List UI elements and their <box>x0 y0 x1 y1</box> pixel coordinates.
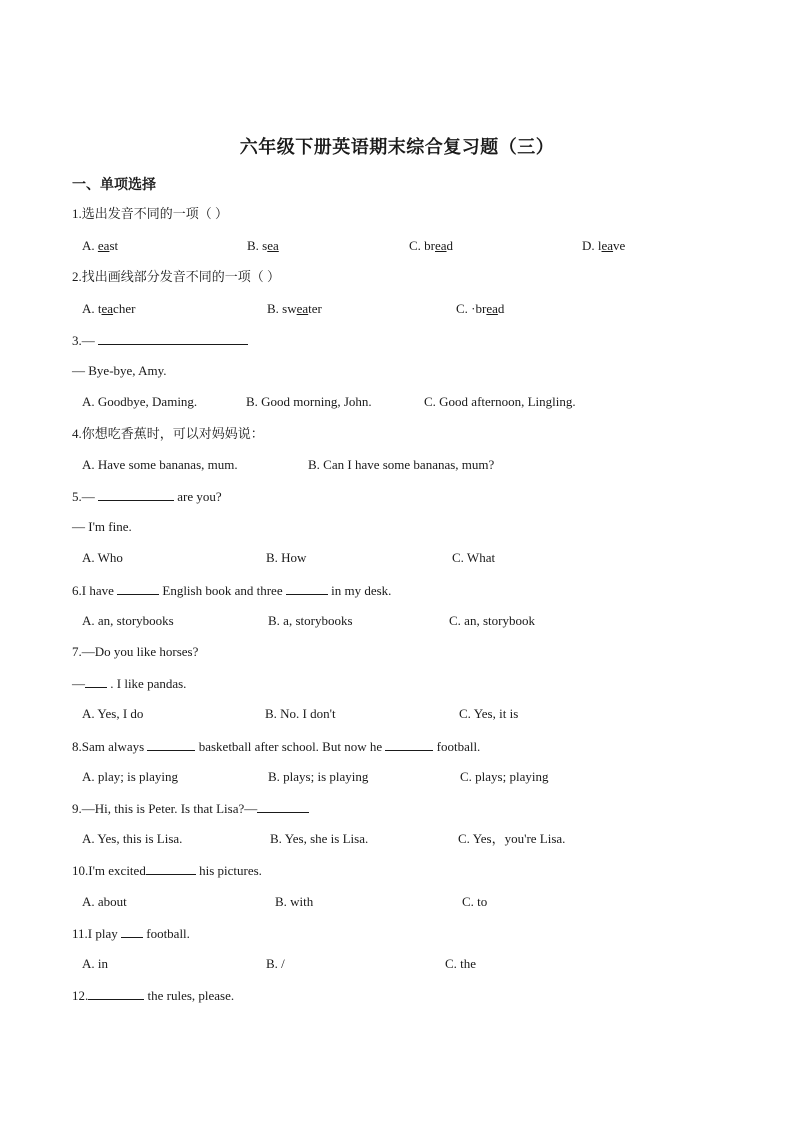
question-1-option-b: B. sea <box>247 238 279 253</box>
question-12-stem: 12. the rules, please. <box>72 988 235 1003</box>
answer-blank <box>257 800 309 813</box>
answer-blank <box>88 987 144 1000</box>
section-heading: 一、单项选择 <box>72 178 156 193</box>
question-2-option-b: B. sweater <box>267 301 322 316</box>
question-2-stem: 2.找出画线部分发音不同的一项（ ） <box>72 269 281 284</box>
answer-blank <box>85 675 107 688</box>
question-8-stem: 8.Sam always basketball after school. But now he football. <box>72 739 481 754</box>
question-10-option-c: C. to <box>462 894 488 909</box>
answer-blank <box>98 332 248 345</box>
question-7-option-a: A. Yes, I do <box>82 706 144 721</box>
question-6-stem: 6.I have English book and three in my desk. <box>72 583 392 598</box>
question-10-option-b: B. with <box>275 894 314 909</box>
answer-blank <box>385 738 433 751</box>
question-5-stem: 5.— are you? <box>72 489 222 504</box>
question-1-option-a: A. east <box>82 238 119 253</box>
question-11-stem: 11.I play football. <box>72 926 190 941</box>
question-10-option-a: A. about <box>82 894 127 909</box>
question-4-option-b: B. Can I have some bananas, mum? <box>308 457 495 472</box>
question-7-stem: 7.—Do you like horses? <box>72 644 199 659</box>
question-5-option-b: B. How <box>266 550 307 565</box>
question-9-option-c: C. Yes，you're Lisa. <box>458 831 566 846</box>
question-8-option-c: C. plays; playing <box>460 769 549 784</box>
question-9-option-b: B. Yes, she is Lisa. <box>270 831 369 846</box>
question-7-option-c: C. Yes, it is <box>459 706 519 721</box>
question-3-stem: 3.— <box>72 332 248 349</box>
answer-blank <box>98 488 174 501</box>
question-7-reply: — . I like pandas. <box>72 676 187 691</box>
question-8-option-b: B. plays; is playing <box>268 769 369 784</box>
question-7-option-b: B. No. I don't <box>265 706 336 721</box>
question-5-option-a: A. Who <box>82 550 123 565</box>
question-11-option-c: C. the <box>445 956 477 971</box>
question-1-option-c: C. bread <box>409 238 454 253</box>
question-10-stem: 10.I'm excited his pictures. <box>72 863 262 878</box>
question-9-stem: 9.—Hi, this is Peter. Is that Lisa?— <box>72 800 309 817</box>
question-6-option-a: A. an, storybooks <box>82 613 174 628</box>
question-5-option-c: C. What <box>452 550 496 565</box>
answer-blank <box>147 738 195 751</box>
question-1-option-d: D. leave <box>582 238 626 253</box>
question-11-option-a: A. in <box>82 956 108 971</box>
question-8-option-a: A. play; is playing <box>82 769 179 784</box>
question-3-option-a: A. Goodbye, Daming. <box>82 394 198 409</box>
page-title: 六年级下册英语期末综合复习题（三） <box>239 137 555 157</box>
question-4-stem: 4.你想吃香蕉时，可以对妈妈说： <box>72 426 264 441</box>
answer-blank <box>121 925 143 938</box>
answer-blank <box>117 582 159 595</box>
question-4-option-a: A. Have some bananas, mum. <box>82 457 238 472</box>
question-6-option-c: C. an, storybook <box>449 613 535 628</box>
question-9-option-a: A. Yes, this is Lisa. <box>82 831 183 846</box>
answer-blank <box>286 582 328 595</box>
question-3-option-c: C. Good afternoon, Lingling. <box>424 394 576 409</box>
question-11-option-b: B. / <box>266 956 285 971</box>
question-3-reply: — Bye-bye, Amy. <box>72 363 167 378</box>
question-3-option-b: B. Good morning, John. <box>246 394 372 409</box>
question-2-option-c: C. ·bread <box>456 301 505 316</box>
question-5-reply: — I'm fine. <box>72 519 132 534</box>
question-1-stem: 1.选出发音不同的一项（ ） <box>72 206 229 221</box>
question-2-option-a: A. teacher <box>82 301 136 316</box>
answer-blank <box>146 862 196 875</box>
question-6-option-b: B. a, storybooks <box>268 613 353 628</box>
